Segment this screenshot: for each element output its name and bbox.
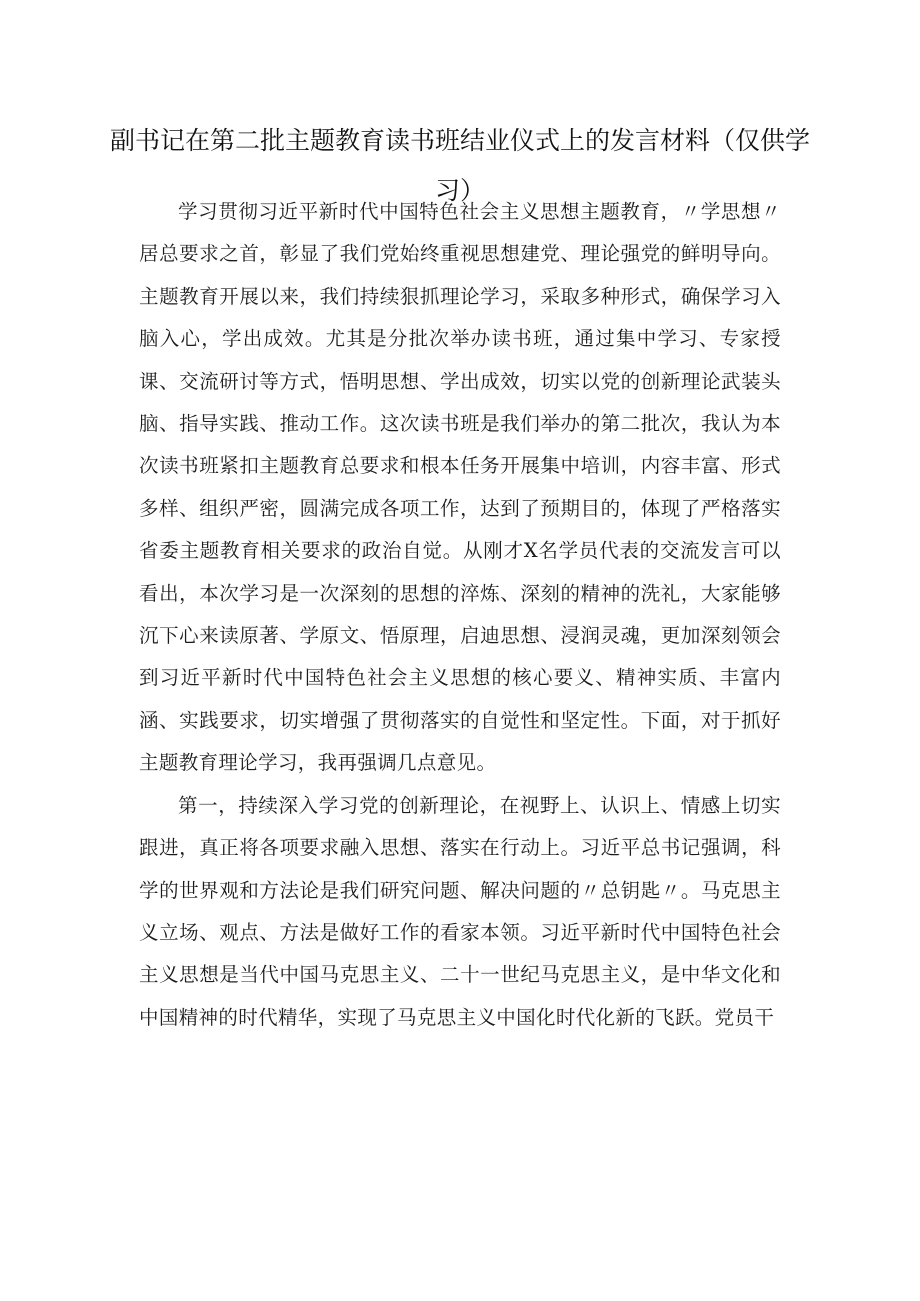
document-title: 副书记在第二批主题教育读书班结业仪式上的发言材料（仅供学习）: [109, 126, 810, 205]
paragraph-1: 学习贯彻习近平新时代中国特色社会主义思想主题教育，〃学思想〃居总要求之首，彰显了我们党始终重视思想建党、理论强党的鲜明导向。主题教育开展以来，我们持续狠抓理论学习，采取多种形式，确保学习入脑入心，学出成效。尤其是分批次举办读书班，通过集中学习、专家授课、交流研讨等方式，悟明思想、学出成效，切实以党的创新理论武装头脑、指导实践、推动工作。这次读书班是我们举办的第二批次，我认为本次读书班紧扣主题教育总要求和根本任务开展集中培训，内容丰富、形式多样、组织严密，圆满完成各项工作，达到了预期目的，体现了严格落实省委主题教育相关要求的政治自觉。从刚才X名学员代表的交流发言可以看出，本次学习是一次深刻的思想的淬炼、深刻的精神的洗礼，大家能够沉下心来读原著、学原文、悟原理，启迪思想、浸润灵魂，更加深刻领会到习近平新时代中国特色社会主义思想的核心要义、精神实质、丰富内涵、实践要求，切实增强了贯彻落实的自觉性和坚定性。下面，对于抓好主题教育理论学习，我再强调几点意见。: [139, 200, 781, 775]
paragraph-2: 第一，持续深入学习党的创新理论，在视野上、认识上、情感上切实跟进，真正将各项要求融入思想、落实在行动上。习近平总书记强调，科学的世界观和方法论是我们研究问题、解决问题的〃总钥匙〃。马克思主义立场、观点、方法是做好工作的看家本领。习近平新时代中国特色社会主义思想是当代中国马克思主义、二十一世纪马克思主义，是中华文化和中国精神的时代精华，实现了马克思主义中国化时代化新的飞跃。党员干: [139, 793, 781, 1029]
document-body: [139, 191, 781, 1039]
